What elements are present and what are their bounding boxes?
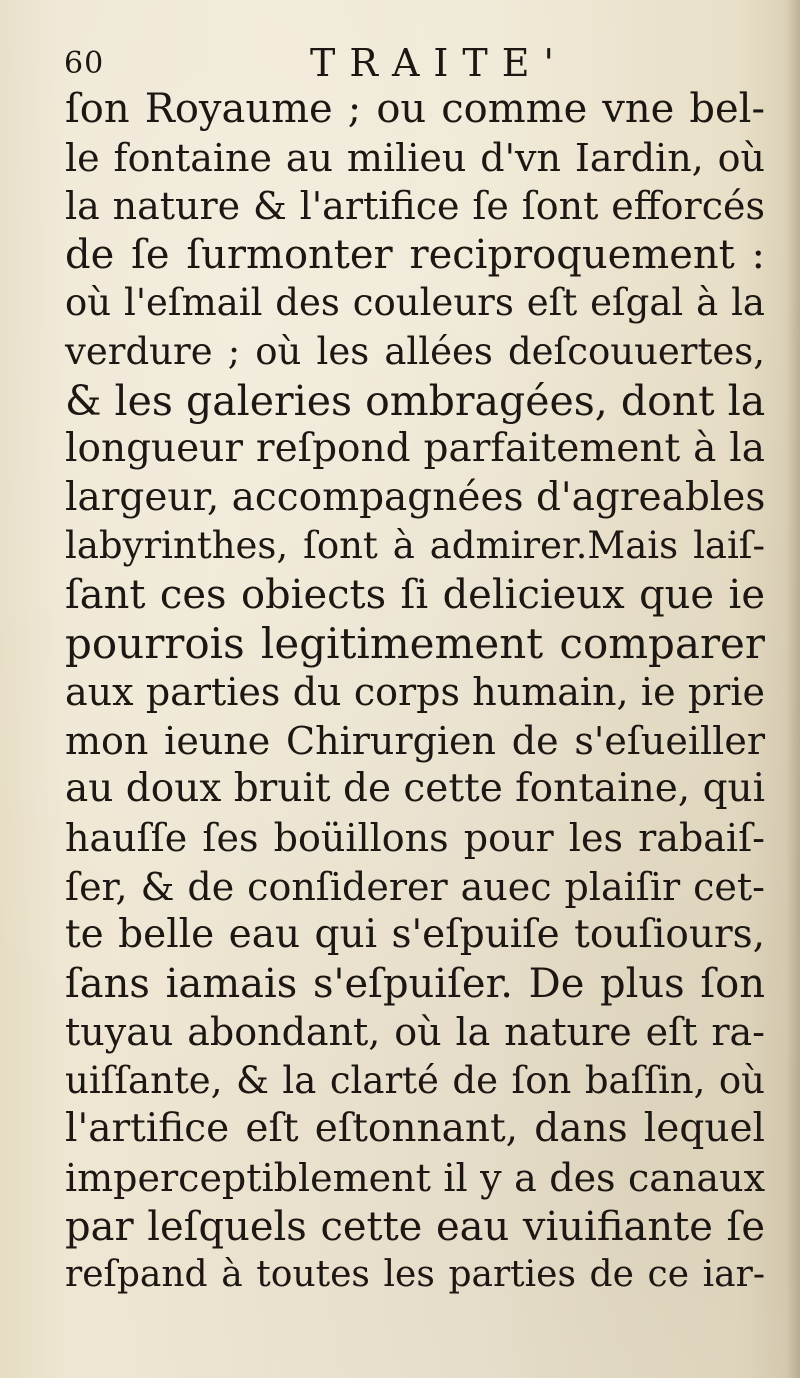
text-line: longueur reſpond parfaitement à la <box>65 426 765 472</box>
text-line: uiſſante, & la clarté de ſon baſſin, où <box>65 1058 765 1102</box>
page-header <box>60 42 760 90</box>
text-line: ſant ces obiects ſi delicieux que ie <box>65 571 765 618</box>
text-line: verdure ; où les allées deſcouuertes, <box>65 329 765 373</box>
body-text <box>65 85 765 1300</box>
page-number: 60 <box>64 46 105 81</box>
text-line: ſer, & de conſiderer auec plaiſir cet- <box>65 864 765 909</box>
text-line: imperceptiblement il y a des canaux <box>65 1156 765 1201</box>
text-line: te belle eau qui s'eſpuiſe touſiours, <box>65 912 765 958</box>
text-line: mon ieune Chirurgien de s'eſueiller <box>65 718 765 763</box>
text-line: par leſquels cette eau viuifiante ſe <box>65 1203 765 1250</box>
text-line: de ſe ſurmonter reciproquement : <box>65 231 765 278</box>
text-line: reſpand à toutes les parties de ce iar- <box>65 1254 765 1296</box>
text-line: au doux bruit de cette fontaine, qui <box>65 766 766 812</box>
running-head: TRAITE' <box>310 41 568 85</box>
text-line: aux parties du corps humain, ie prie <box>65 670 765 715</box>
text-line: ſon Royaume ; ou comme vne bel- <box>65 86 765 132</box>
text-line: tuyau abondant, où la nature eſt ra- <box>65 1010 765 1055</box>
text-line: labyrinthes, ſont à admirer.Mais laiſ- <box>65 524 765 568</box>
text-line: où l'eſmail des couleurs eſt eſgal à la <box>65 281 765 325</box>
text-line: hauſſe ſes boüillons pour les rabaiſ- <box>65 815 765 860</box>
text-line: largeur, accompagnées d'agreables <box>65 474 766 520</box>
text-line: pourrois legitimement comparer <box>65 618 765 668</box>
page-edge-shadow <box>786 0 800 1378</box>
text-line: ſans iamais s'eſpuiſer. De plus ſon <box>65 960 765 1007</box>
text-line: l'artifice eſt eſtonnant, dans lequel <box>65 1106 765 1152</box>
text-line: la nature & l'artifice ſe ſont efforcés <box>65 184 765 229</box>
text-line: le fontaine au milieu d'vn Iardin, où <box>65 135 765 180</box>
text-line: & les galeries ombragées, dont la <box>65 376 766 425</box>
